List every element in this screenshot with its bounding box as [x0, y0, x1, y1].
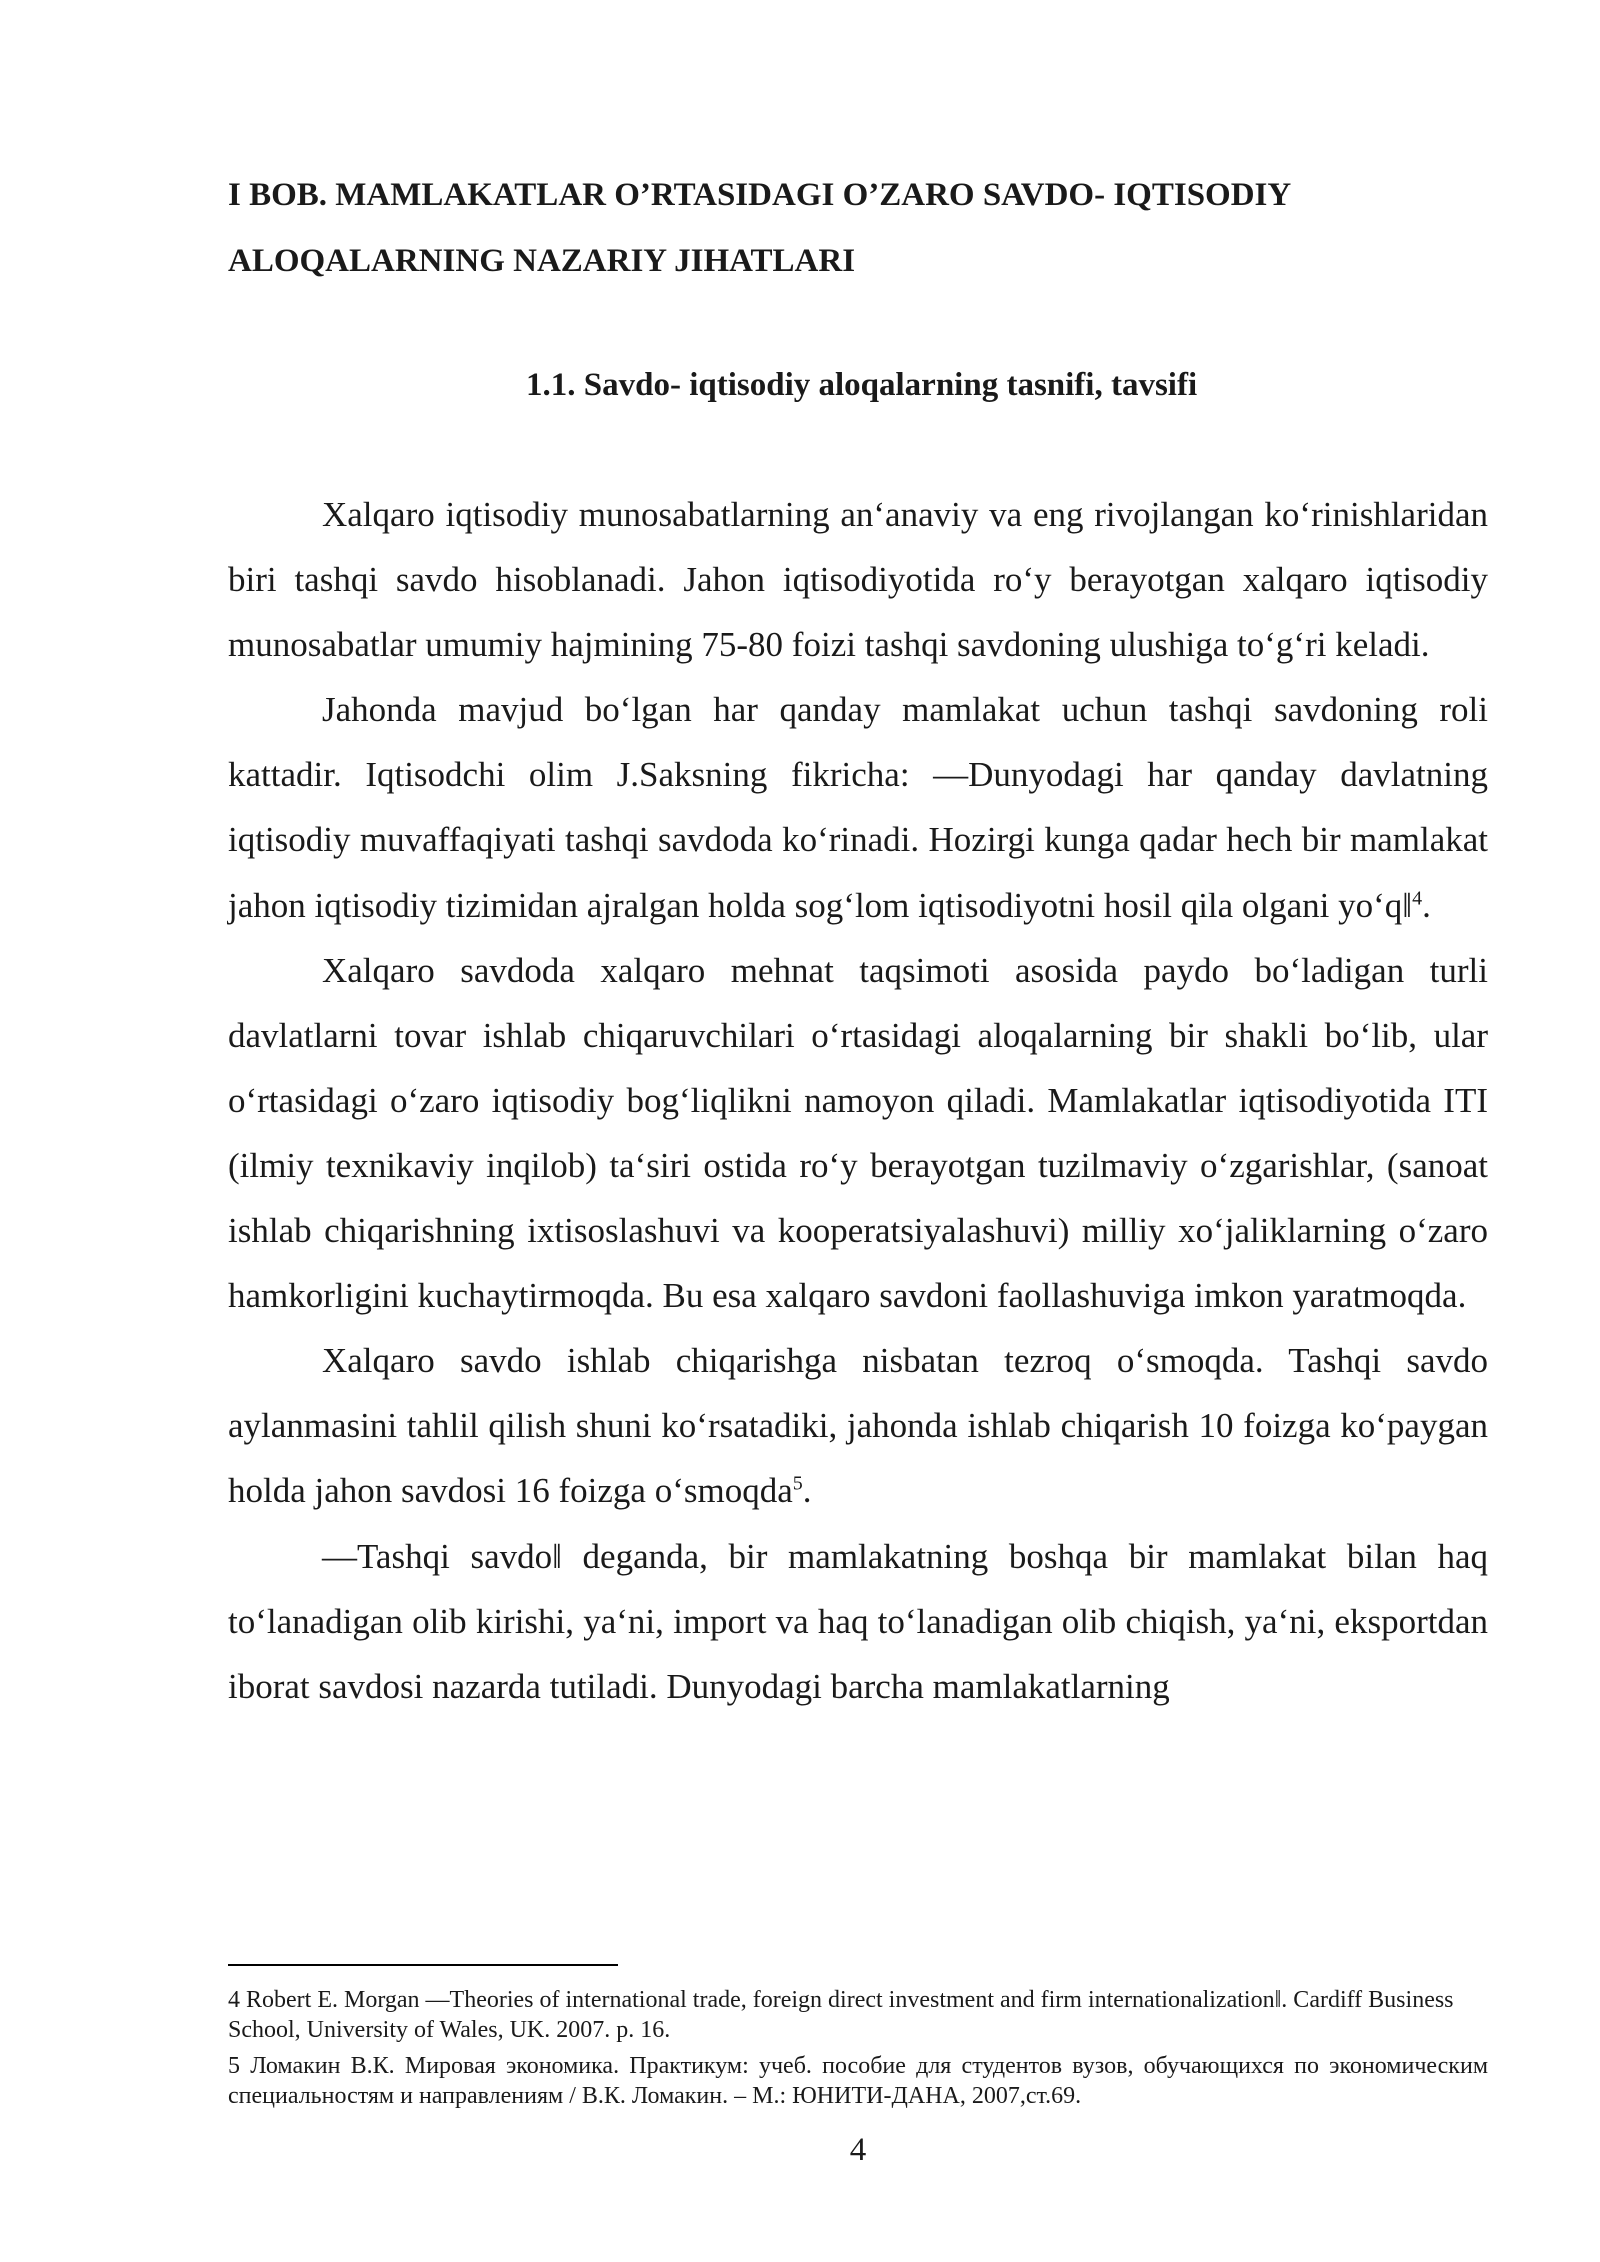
paragraph-2-text: Jahonda mavjud bo‘lgan har qanday mamlakat uchun tashqi savdoning roli kattadir. Iqtisodchi olim J.Saksning fikricha: ―Dunyodagi har qanday davlatning iqtisodiy muvaffaqiyati tashqi savdoda ko‘rinadi. Hozirgi kunga qadar hech bir mamlakat jahon iqtisodiy tizimidan ajralgan holda sog‘lom iqtisodiyotni hosil qila olgani yo‘q‖ — [228, 690, 1488, 925]
body-text — [228, 482, 1488, 1719]
footnote-4: 4 Robert E. Morgan ―Theories of international trade, foreign direct investment and firm internationalization‖. Cardiff Business School, University of Wales, UK. 2007. p. 16. — [228, 1987, 1454, 2043]
paragraph-4-text: Xalqaro savdo ishlab chiqarishga nisbatan tezroq o‘smoqda. Tashqi savdo aylanmasini tahlil qilish shuni ko‘rsatadiki, jahonda ishlab chiqarish 10 foizga ko‘paygan holda jahon savdosi 16 foizga o‘smoqda — [228, 1341, 1488, 1511]
paragraph-4 — [228, 1328, 1488, 1523]
section-title: 1.1. Savdo- iqtisodiy aloqalarning tasnifi, tavsifi — [526, 367, 1198, 403]
page-number: 4 — [849, 2132, 867, 2168]
footnote-5: 5 Ломакин В.К. Мировая экономика. Практикум: учеб. пособие для студентов вузов, обучающихся по экономическим специальностям и направлениям / В.К. Ломакин. – М.: ЮНИТИ-ДАНА, 2007,ст.69. — [228, 2053, 1488, 2109]
paragraph-2-end: . — [1422, 885, 1431, 925]
paragraph-2 — [228, 677, 1488, 937]
paragraph-5: ―Tashqi savdo‖ deganda, bir mamlakatning boshqa bir mamlakat bilan haq to‘lanadigan olib kirishi, ya‘ni, import va haq to‘lanadigan olib chiqish, ya‘ni, eksportdan iborat savdosi nazarda tutiladi. Dunyodagi barcha mamlakatlarning — [228, 1536, 1488, 1706]
paragraph-3: Xalqaro savdoda xalqaro mehnat taqsimoti asosida paydo bo‘ladigan turli davlatlarni tovar ishlab chiqaruvchilari o‘rtasidagi aloqalarning bir shakli bo‘lib, ular o‘rtasidagi o‘zaro iqtisodiy bog‘liqlikni namoyon qiladi. Mamlakatlar iqtisodiyotida ITI (ilmiy texnikaviy inqilob) ta‘siri ostida ro‘y berayotgan tuzilmaviy o‘zgarishlar, (sanoat ishlab chiqarishning ixtisoslashuvi va kooperatsiyalashuvi) milliy xo‘jaliklarning o‘zaro hamkorligini kuchaytirmoqda. Bu esa xalqaro savdoni faollashuviga imkon yaratmoqda. — [228, 950, 1488, 1316]
chapter-title: I BOB. MAMLAKATLAR O’RTASIDAGI O’ZARO SAVDO- IQTISODIY ALOQALARNING NAZARIY JIHATLARI — [228, 177, 1290, 279]
footnotes — [228, 1985, 1488, 2117]
paragraph-1: Xalqaro iqtisodiy munosabatlarning an‘anaviy va eng rivojlangan ko‘rinishlaridan biri tashqi savdo hisoblanadi. Jahon iqtisodiyotida ro‘y berayotgan xalqaro iqtisodiy munosabatlar umumiy hajmining 75-80 foizi tashqi savdoning ulushiga to‘g‘ri keladi. — [228, 495, 1488, 665]
footnote-ref-4: 4 — [1412, 886, 1423, 909]
footnote-ref-5: 5 — [792, 1472, 803, 1495]
footnote-separator — [228, 1964, 618, 1966]
paragraph-4-end: . — [802, 1471, 812, 1511]
